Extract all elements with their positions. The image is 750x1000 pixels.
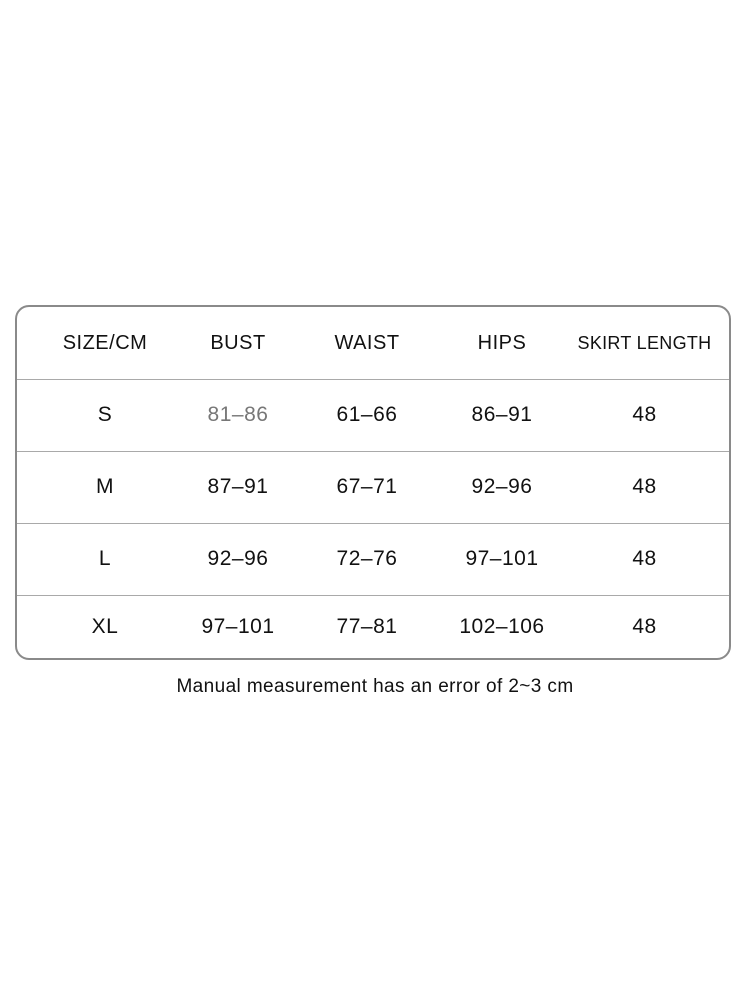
table-row [17,595,729,658]
header-skirt-length: SKIRT LENGTH [577,332,712,353]
cell-waist: 72–76 [336,547,398,570]
cell-bust: 81–86 [207,403,269,426]
cell-bust: 92–96 [207,547,269,570]
size-chart-table [15,305,731,660]
cell-size: XL [91,614,119,638]
cell-size: S [97,403,113,426]
cell-skirt-length: 48 [632,403,657,426]
header-bust: BUST [210,331,266,354]
table-header-row [17,307,729,379]
cell-skirt-length: 48 [632,475,657,498]
header-waist: WAIST [334,331,400,354]
cell-waist: 61–66 [336,403,398,426]
measurement-note: Manual measurement has an error of 2~3 cm [176,676,574,697]
cell-skirt-length: 48 [632,547,657,570]
cell-bust: 97–101 [201,614,275,638]
cell-hips: 102–106 [459,614,545,638]
cell-waist: 77–81 [336,614,398,638]
header-hips: HIPS [477,331,527,354]
cell-hips: 97–101 [465,547,539,570]
cell-size: M [96,475,114,498]
table-row [17,451,729,523]
cell-bust: 87–91 [207,475,269,498]
cell-size: L [98,547,112,570]
cell-hips: 86–91 [471,403,533,426]
table-row [17,379,729,451]
cell-hips: 92–96 [471,475,533,498]
table-row [17,523,729,595]
cell-waist: 67–71 [336,475,398,498]
cell-skirt-length: 48 [632,614,657,638]
header-size: SIZE/CM [62,331,148,354]
